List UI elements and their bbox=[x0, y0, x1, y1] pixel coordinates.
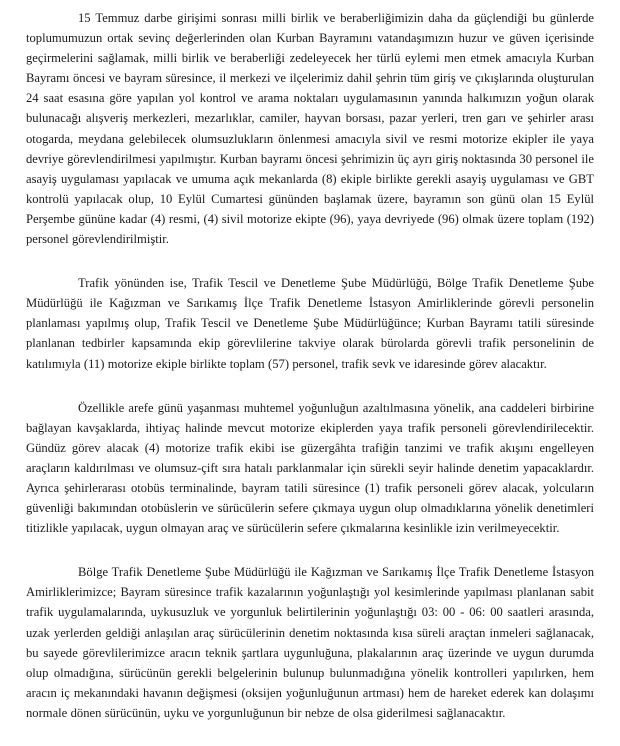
paragraph-driver-fatigue-checks: Bölge Trafik Denetleme Şube Müdürlüğü ile Kağızman ve Sarıkamış İlçe Trafik Denetleme İstasyon Amirliklerimizce; Bayram süresince trafik kazalarının yoğunlaştığı yol kesimlerinde yapılması planlanan sabit trafik uygulamalarında, uykusuzluk ve yorgunluk belirtilerinin yoğunlaştığı 03: 00 - 06: 00 saatleri arasında, uzak yerlerden geldiği anlaşılan araç sürücülerinin denetim noktasında kısa süreli araçtan inmeleri sağlanacak, bu sayede görevlilerimizce aracın teknik şartlara uygunluğuna, plakalarının araç üzerinde ve uygun durumda olup olmadığına, sürücünün gerekli belgelerinin bulunup bulunmadığına yönelik kontrolleri yapılırken, hem aracın iç mekanındaki havanın değişmesi (oksijen yoğunluğunun artması) hem de hareket ederek kan dolaşımı normale dönen sürücünün, uyku ve yorgunluğunun bir nebze de olsa giderilmesi sağlanacaktır. bbox=[26, 565, 594, 720]
paragraph-eve-day-traffic: Özellikle arefe günü yaşanması muhtemel yoğunluğun azaltılmasına yönelik, ana caddeleri birbirine bağlayan kavşaklarda, ihtiyaç halinde mevcut motorize ekiplerden yaya trafik personeli görevlendirilecektir. Gündüz görev alacak (4) motorize trafik ekibi ise güzergâhta trafiğin tanzimi ve trafik akışını engelleyen araçların kaldırılması ve olumsuz-çift sıra hatalı parklanmalar için sürekli seyir halinde denetim yapacaklardır. Ayrıca şehirlerarası otobüs terminalinde, bayram tatili süresince (1) trafik personeli görev alacak, yolcuların güvenliği bakımından otobüslerin ve sürücülerin sefere çıkmaya uygun olup olmadıklarına yönelik denetimleri titizlikle yapılacak, uygun olmayan araç ve sürücülerin sefere çıkmalarına kesinlikle izin verilmeyecektir. bbox=[26, 400, 594, 536]
paragraph-holiday-security: 15 Temmuz darbe girişimi sonrası milli birlik ve beraberliğimizin daha da güçlendiği bu günlerde toplumumuzun ortak sevinç değerlerinden olan Kurban Bayramını vatandaşımızın huzur ve güven içerisinde geçirmelerini sağlamak, milli birlik ve beraberliği zedeleyecek her türlü eylemi men etmek amacıyla Kurban Bayramı öncesi ve bayram süresince, il merkezi ve ilçelerimiz dahil şehrin tüm giriş ve çıkışlarında oluşturulan 24 saat esasına göre yapılan yol kontrol ve arama noktaları uygulamasının yanında halkımızın yoğun olarak bulunacağı alışveriş merkezleri, mezarlıklar, camiler, hayvan borsası, pazar yerleri, tren garı ve şehirler arası otogarda, meydana gelebilecek olumsuzlukların önlenmesi amacıyla sivil ve resmi motorize ekipler ile yaya devriye görevlendirilmesi yapılmıştır. Kurban bayramı öncesi şehrimizin üç ayrı giriş noktasında 30 personel ile asayiş uygulaması yapılacak ve umuma açık mekanlarda (8) ekiple birlikte gerekli asayiş uygulaması ve GBT kontrolü yapılacak olup, 10 Eylül Cumartesi gününden başlamak üzere, bayramın son günü olan 15 Eylül Perşembe gününe kadar (4) resmi, (4) sivil motorize ekipte (96), yaya devriyede (96) olmak üzere toplam (192) personel görevlendirilmiştir. bbox=[26, 11, 594, 247]
paragraph-traffic-staffing: Trafik yönünden ise, Trafik Tescil ve Denetleme Şube Müdürlüğü, Bölge Trafik Denetleme Şube Müdürlüğü ile Kağızman ve Sarıkamış İlçe Trafik Denetleme İstasyon Amirliklerinde görevli personelin planlaması yapılmış olup, Trafik Tescil ve Denetleme Şube Müdürlüğünce; Kurban Bayramı tatili süresinde planlanan tedbirler kapsamında ekip görevlilerine takviye olarak bürolarda görevli trafik personelinin de katılımıyla (11) motorize ekiple birlikte toplam (57) personel, trafik sevk ve idaresinde görev alacaktır. bbox=[26, 276, 594, 371]
